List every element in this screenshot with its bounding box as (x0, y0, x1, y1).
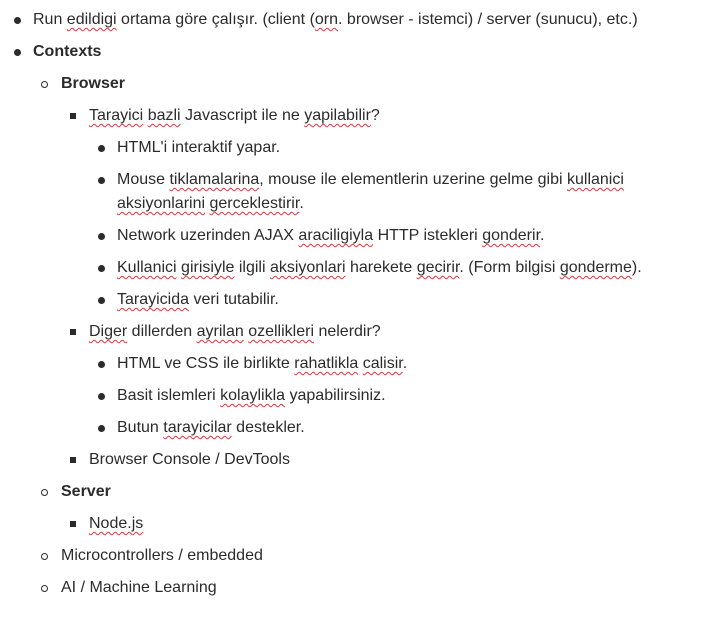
spellcheck-flagged-word: aksiyonlarini (117, 195, 206, 212)
text-segment: ilgili (234, 259, 270, 276)
text-segment: Run (33, 11, 67, 28)
spellcheck-flagged-word: rahatlikla (294, 355, 359, 372)
spellcheck-flagged-word: araciligiyla (298, 227, 374, 244)
text-segment: HTML ve CSS ile birlikte (117, 355, 295, 372)
spellcheck-flagged-word: gonderir (482, 227, 541, 244)
text-segment: ? (370, 107, 380, 124)
bullet-circle-icon (41, 585, 48, 592)
list-item-text (89, 104, 380, 128)
spellcheck-flagged-word: Tarayici (89, 107, 144, 124)
bullet-disc-icon (98, 393, 105, 400)
text-segment: destekler. (231, 419, 305, 436)
text-segment: Microcontrollers / embedded (61, 547, 263, 564)
spellcheck-flagged-word: yapilabilir (304, 107, 371, 124)
spellcheck-flagged-word: kullanici (567, 171, 624, 188)
spellcheck-flagged-word: girisiyle (181, 259, 235, 276)
bullet-disc-icon (14, 49, 21, 56)
spellcheck-flagged-word: Diger (89, 323, 128, 340)
list-item-text (117, 168, 624, 192)
spellcheck-flagged-word: Tarayicida (117, 291, 190, 308)
spellcheck-flagged-word: orn (314, 11, 339, 28)
text-segment: , mouse ile elementlerin uzerine gelme gibi (259, 171, 567, 188)
spellcheck-flagged-word: Kullanici (117, 259, 177, 276)
bullet-disc-icon (98, 425, 105, 432)
text-segment: Javascript ile ne (180, 107, 305, 124)
spellcheck-flagged-word: tiklamalarina (169, 171, 260, 188)
text-segment: Browser (61, 75, 126, 92)
list-item-text (117, 288, 279, 312)
bullet-disc-icon (98, 177, 105, 184)
spellcheck-flagged-word: ozellikleri (248, 323, 314, 340)
bullet-square-icon (70, 457, 76, 463)
text-segment: yapabilirsiniz. (285, 387, 386, 404)
text-segment: nelerdir? (314, 323, 381, 340)
text-segment: . (402, 355, 408, 372)
bullet-disc-icon (98, 145, 105, 152)
bullet-disc-icon (98, 233, 105, 240)
bullet-circle-icon (41, 553, 48, 560)
bullet-disc-icon (14, 17, 21, 24)
spellcheck-flagged-word: gonderme (559, 259, 632, 276)
list-item-text (117, 224, 544, 248)
text-segment: . (299, 195, 304, 212)
list-item-text (33, 40, 101, 64)
spellcheck-flagged-word: tarayicilar (163, 419, 232, 436)
bullet-square-icon (70, 113, 76, 119)
text-segment: AI / Machine Learning (61, 579, 217, 596)
spellcheck-flagged-word: ayrilan (196, 323, 244, 340)
text-segment: ortama göre çalışır. (client ( (116, 11, 315, 28)
spellcheck-flagged-word: bazli (147, 107, 181, 124)
text-segment: HTTP istekleri (373, 227, 483, 244)
text-segment: Network uzerinden AJAX (117, 227, 299, 244)
text-segment: harekete (345, 259, 417, 276)
text-segment: Butun (117, 419, 164, 436)
list-item-text (117, 416, 305, 440)
list-item-text (33, 8, 638, 32)
bullet-disc-icon (98, 297, 105, 304)
bullet-circle-icon (41, 489, 48, 496)
text-segment: . (Form bilgisi (459, 259, 560, 276)
text-segment: ). (631, 259, 642, 276)
spellcheck-flagged-word: gerceklestirir (209, 195, 300, 212)
list-item-text (61, 544, 263, 568)
spellcheck-flagged-word: gecirir (416, 259, 460, 276)
text-segment: veri tutabilir. (189, 291, 279, 308)
list-item-text (89, 448, 290, 472)
bullet-circle-icon (41, 81, 48, 88)
spellcheck-flagged-word: aksiyonlari (269, 259, 346, 276)
list-item-text (61, 480, 111, 504)
text-segment: dillerden (127, 323, 197, 340)
list-item-text (117, 192, 304, 216)
list-item-text (61, 72, 125, 96)
text-segment: Mouse (117, 171, 170, 188)
text-segment: Browser Console / DevTools (89, 451, 290, 468)
list-item-text (117, 136, 280, 160)
list-item-text (117, 384, 386, 408)
bullet-square-icon (70, 521, 76, 527)
list-item-text (117, 256, 642, 280)
text-segment: Basit islemleri (117, 387, 221, 404)
bullet-square-icon (70, 329, 76, 335)
text-segment: . browser - istemci) / server (sunucu), etc.) (338, 11, 638, 28)
bullet-disc-icon (98, 361, 105, 368)
text-segment: Server (61, 483, 111, 500)
spellcheck-flagged-word: edildigi (66, 11, 117, 28)
spellcheck-flagged-word: Node.js (89, 515, 144, 532)
text-segment: HTML'i interaktif yapar. (117, 139, 281, 156)
bullet-disc-icon (98, 265, 105, 272)
list-item-text (89, 320, 381, 344)
list-item-text (89, 512, 143, 536)
spellcheck-flagged-word: calisir (362, 355, 403, 372)
text-segment: . (540, 227, 545, 244)
text-segment: Contexts (33, 43, 102, 60)
spellcheck-flagged-word: kolaylikla (220, 387, 286, 404)
list-item-text (117, 352, 407, 376)
list-item-text (61, 576, 217, 600)
